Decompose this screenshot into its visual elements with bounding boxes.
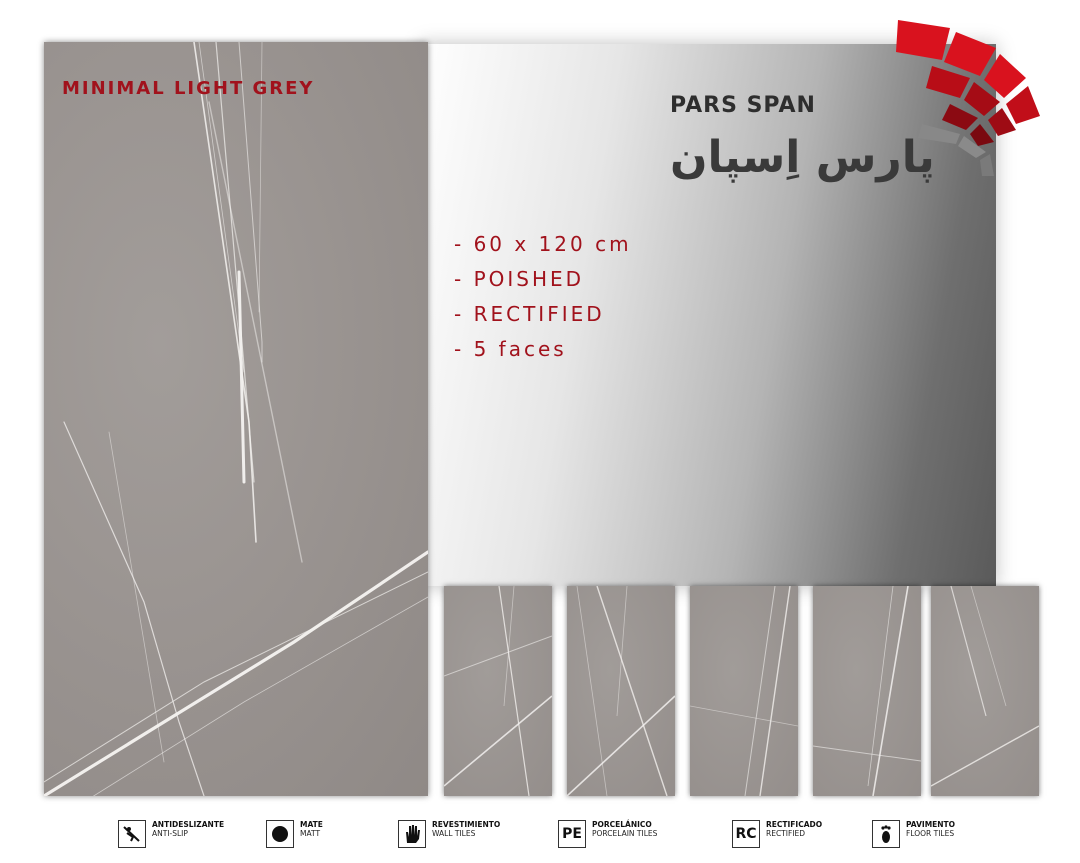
matt-dot-icon [266, 820, 294, 848]
tile-face-1 [444, 586, 552, 796]
spec-size: - 60 x 120 cm [454, 232, 632, 256]
spec-list [454, 230, 632, 370]
tile-name: MINIMAL LIGHT GREY [62, 78, 315, 99]
rectified-badge: RC [732, 820, 760, 848]
spec-edge: - RECTIFIED [454, 302, 605, 326]
brand-farsi-name: پارس اِسپان [670, 132, 935, 183]
tile-face-5 [931, 586, 1039, 796]
spec-finish: - POISHED [454, 267, 585, 291]
foot-icon [872, 820, 900, 848]
spec-faces: - 5 faces [454, 337, 567, 361]
anti-slip-icon [118, 820, 146, 848]
marble-veins [44, 42, 428, 796]
tile-face-4 [813, 586, 921, 796]
tile-face-2 [567, 586, 675, 796]
main-tile-image [44, 42, 428, 796]
porcelain-badge: PE [558, 820, 586, 848]
brand-latin-name: PARS SPAN [670, 93, 816, 118]
feature-legend: ANTIDESLIZANTE ANTI-SLIP MATE MATT REVESTIMIENTO WALL TILES PE PORCELÁNICO PORCELAIN TILES RC RECTIFICADO RECTIFIED PAVIMENTO FLOOR TILES [0, 812, 1080, 862]
tile-face-3 [690, 586, 798, 796]
hand-icon [398, 820, 426, 848]
